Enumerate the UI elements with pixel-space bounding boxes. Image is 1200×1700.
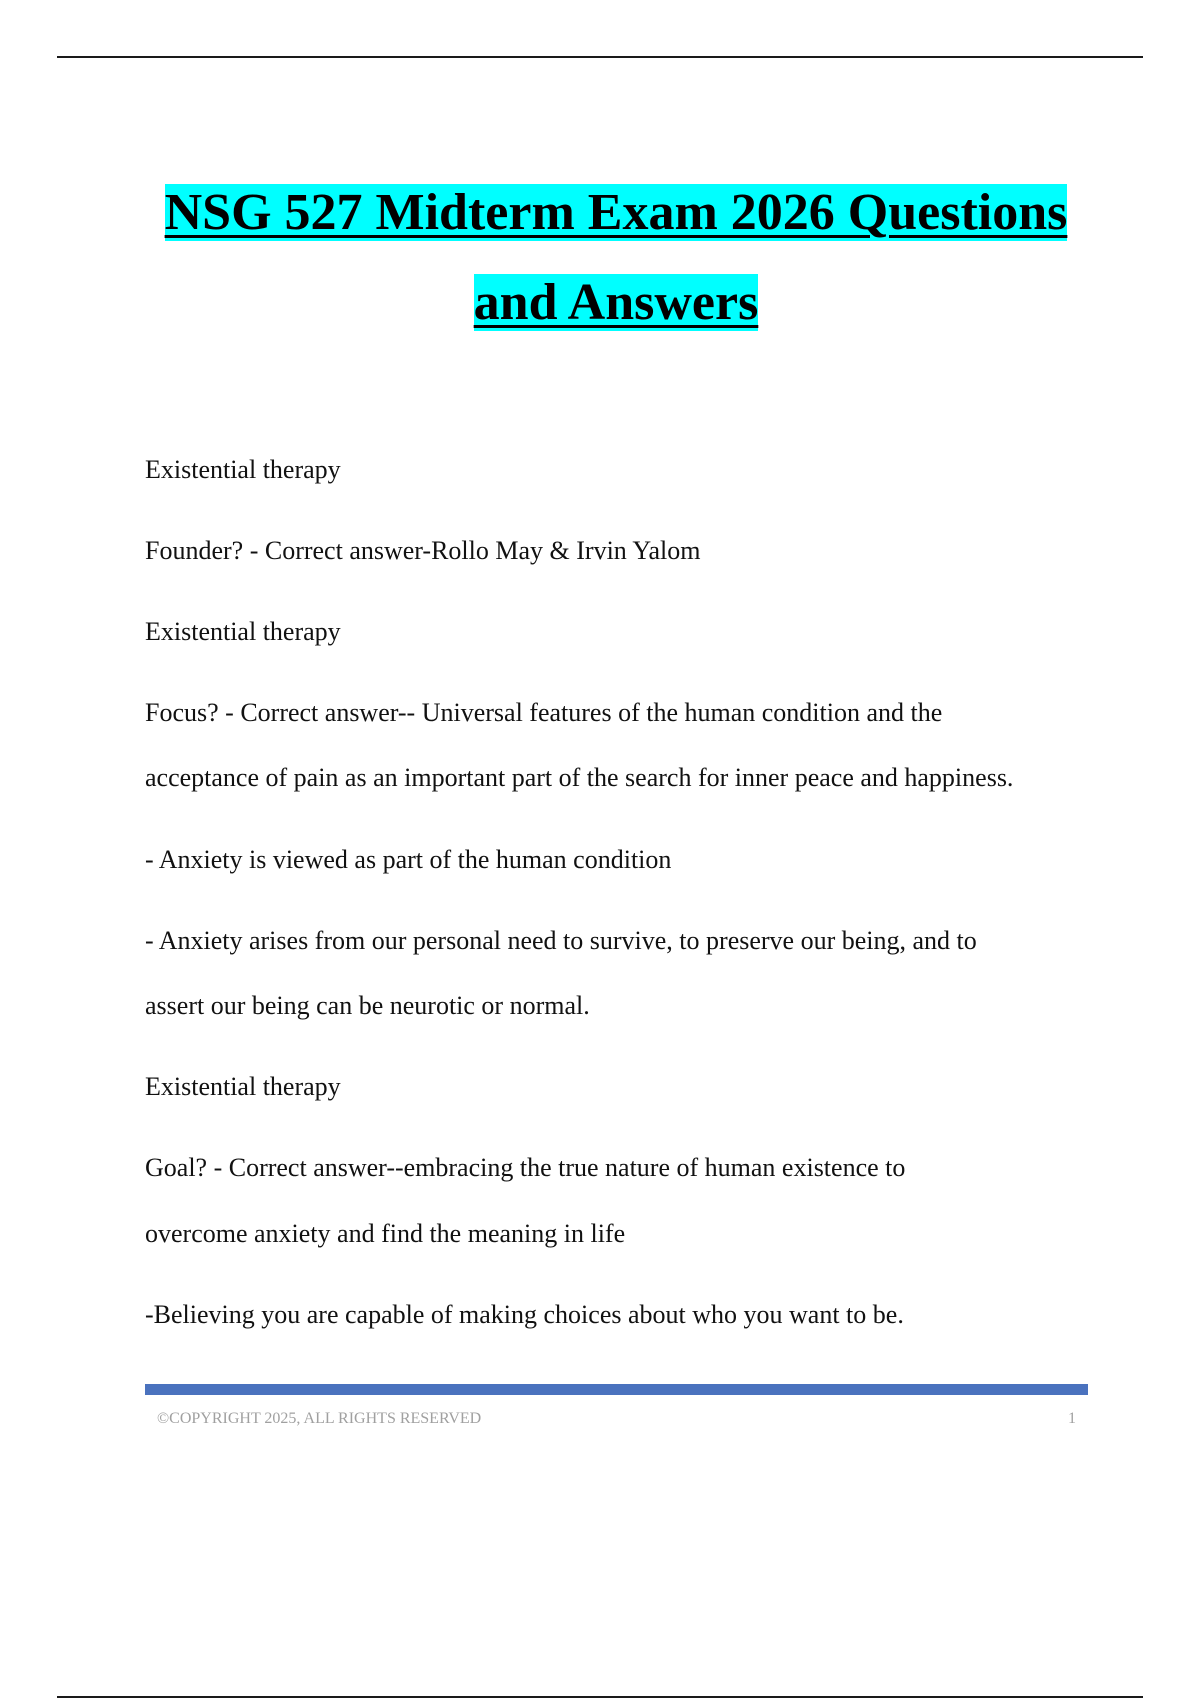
answer-line: overcome anxiety and find the meaning in life <box>145 1219 626 1248</box>
answer-line: Founder? - Correct answer-Rollo May & Irvin Yalom <box>145 536 701 565</box>
title-line-1: NSG 527 Midterm Exam 2026 Questions <box>164 184 1068 241</box>
question-heading: Existential therapy <box>145 617 341 646</box>
answer-line: assert our being can be neurotic or normal. <box>145 991 590 1020</box>
footer-copyright: ©COPYRIGHT 2025, ALL RIGHTS RESERVED <box>157 1410 482 1427</box>
page-number: 1 <box>1068 1410 1076 1427</box>
answer-line: Focus? - Correct answer-- Universal features of the human condition and the <box>145 698 943 727</box>
answer-line: Goal? - Correct answer--embracing the true nature of human existence to <box>145 1153 906 1182</box>
footer-bar <box>145 1384 1088 1395</box>
top-rule <box>57 56 1143 58</box>
document-title <box>0 168 1200 348</box>
question-heading: Existential therapy <box>145 1072 341 1101</box>
question-heading: Existential therapy <box>145 455 341 484</box>
answer-line: acceptance of pain as an important part of the search for inner peace and happiness. <box>145 763 1014 792</box>
answer-line: - Anxiety arises from our personal need to survive, to preserve our being, and to <box>145 926 977 955</box>
title-line-2: and Answers <box>473 274 759 331</box>
answer-line: - Anxiety is viewed as part of the human condition <box>145 845 672 874</box>
answer-line: -Believing you are capable of making choices about who you want to be. <box>145 1300 904 1329</box>
bottom-rule <box>57 1696 1143 1698</box>
